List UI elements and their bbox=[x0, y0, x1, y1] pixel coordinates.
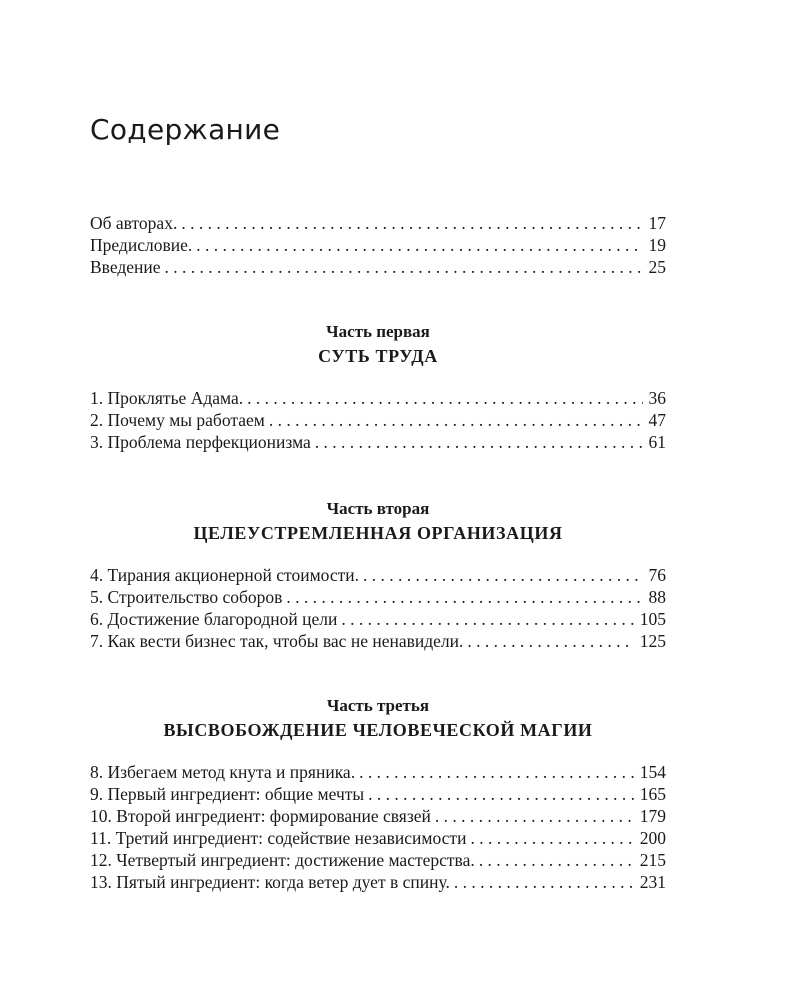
part-heading-1 bbox=[90, 320, 666, 368]
toc-entry[interactable] bbox=[90, 387, 666, 409]
toc-entry-page: 61 bbox=[648, 432, 666, 452]
toc-part-2-list bbox=[90, 564, 666, 652]
toc-part-1-list bbox=[90, 387, 666, 453]
part-name: СУТЬ ТРУДА bbox=[318, 346, 438, 366]
toc-entry-label: 7. Как вести бизнес так, чтобы вас не ненавидели. bbox=[90, 631, 464, 651]
toc-entry[interactable] bbox=[90, 608, 666, 630]
toc-entry-label: 6. Достижение благородной цели bbox=[90, 609, 338, 629]
toc-entry-label: Об авторах. bbox=[90, 213, 178, 233]
part-label: Часть третья bbox=[326, 696, 430, 715]
dot-leader bbox=[247, 387, 642, 409]
toc-entry[interactable] bbox=[90, 586, 666, 608]
toc-entry-page: 25 bbox=[648, 257, 666, 277]
part-label: Часть вторая bbox=[326, 499, 430, 518]
dot-leader bbox=[470, 827, 633, 849]
toc-entry-page: 165 bbox=[639, 784, 666, 804]
part-label: Часть первая bbox=[326, 322, 430, 341]
toc-entry-label: 4. Тирания акционерной стоимости. bbox=[90, 565, 359, 585]
toc-entry-page: 76 bbox=[648, 565, 666, 585]
toc-entry-page: 231 bbox=[639, 872, 666, 892]
toc-entry[interactable] bbox=[90, 827, 666, 849]
toc-entry-page: 36 bbox=[648, 388, 666, 408]
dot-leader bbox=[341, 608, 633, 630]
dot-leader bbox=[286, 586, 642, 608]
toc-entry-page: 47 bbox=[648, 410, 666, 430]
toc-part-3-list bbox=[90, 761, 666, 893]
dot-leader bbox=[315, 431, 643, 453]
toc-entry[interactable] bbox=[90, 212, 666, 234]
part-heading-2 bbox=[90, 497, 666, 545]
toc-entry[interactable] bbox=[90, 564, 666, 586]
toc-entry[interactable] bbox=[90, 409, 666, 431]
page-title: Содержание bbox=[90, 113, 281, 146]
dot-leader bbox=[181, 212, 642, 234]
part-name: ЦЕЛЕУСТРЕМЛЕННАЯ ОРГАНИЗАЦИЯ bbox=[193, 523, 563, 543]
dot-leader bbox=[454, 871, 634, 893]
toc-entry-page: 200 bbox=[639, 828, 666, 848]
toc-entry-label: 3. Проблема перфекционизма bbox=[90, 432, 311, 452]
toc-entry[interactable] bbox=[90, 630, 666, 652]
toc-entry-page: 19 bbox=[648, 235, 666, 255]
part-name: ВЫСВОБОЖДЕНИЕ ЧЕЛОВЕЧЕСКОЙ МАГИИ bbox=[163, 720, 593, 740]
toc-entry[interactable] bbox=[90, 783, 666, 805]
toc-entry-label: 12. Четвертый ингредиент: достижение мастерства. bbox=[90, 850, 475, 870]
dot-leader bbox=[269, 409, 643, 431]
toc-entry-label: Предисловие. bbox=[90, 235, 193, 255]
dot-leader bbox=[165, 256, 643, 278]
toc-entry-label: Введение bbox=[90, 257, 161, 277]
toc-entry-page: 154 bbox=[639, 762, 666, 782]
toc-entry[interactable] bbox=[90, 761, 666, 783]
toc-entry-label: 9. Первый ингредиент: общие мечты bbox=[90, 784, 365, 804]
toc-entry[interactable] bbox=[90, 805, 666, 827]
dot-leader bbox=[359, 761, 634, 783]
toc-entry-label: 13. Пятый ингредиент: когда ветер дует в спину. bbox=[90, 872, 450, 892]
toc-entry[interactable] bbox=[90, 431, 666, 453]
dot-leader bbox=[435, 805, 634, 827]
toc-entry-page: 88 bbox=[648, 587, 666, 607]
toc-front-matter-list bbox=[90, 212, 666, 278]
toc-entry-label: 11. Третий ингредиент: содействие независимости bbox=[90, 828, 467, 848]
toc-entry-page: 105 bbox=[639, 609, 666, 629]
toc-entry-label: 8. Избегаем метод кнута и пряника. bbox=[90, 762, 356, 782]
toc-entry[interactable] bbox=[90, 256, 666, 278]
part-heading-3 bbox=[90, 694, 666, 742]
toc-entry[interactable] bbox=[90, 234, 666, 256]
toc-entry[interactable] bbox=[90, 849, 666, 871]
dot-leader bbox=[196, 234, 642, 256]
dot-leader bbox=[368, 783, 634, 805]
dot-leader bbox=[479, 849, 634, 871]
toc-entry[interactable] bbox=[90, 871, 666, 893]
toc-entry-label: 5. Строительство соборов bbox=[90, 587, 283, 607]
toc-entry-page: 179 bbox=[639, 806, 666, 826]
dot-leader bbox=[363, 564, 643, 586]
dot-leader bbox=[467, 630, 633, 652]
toc-entry-page: 17 bbox=[648, 213, 666, 233]
toc-entry-page: 215 bbox=[639, 850, 666, 870]
toc-entry-label: 10. Второй ингредиент: формирование связей bbox=[90, 806, 431, 826]
toc-entry-page: 125 bbox=[639, 631, 666, 651]
toc-entry-label: 2. Почему мы работаем bbox=[90, 410, 265, 430]
toc-entry-label: 1. Проклятье Адама. bbox=[90, 388, 244, 408]
